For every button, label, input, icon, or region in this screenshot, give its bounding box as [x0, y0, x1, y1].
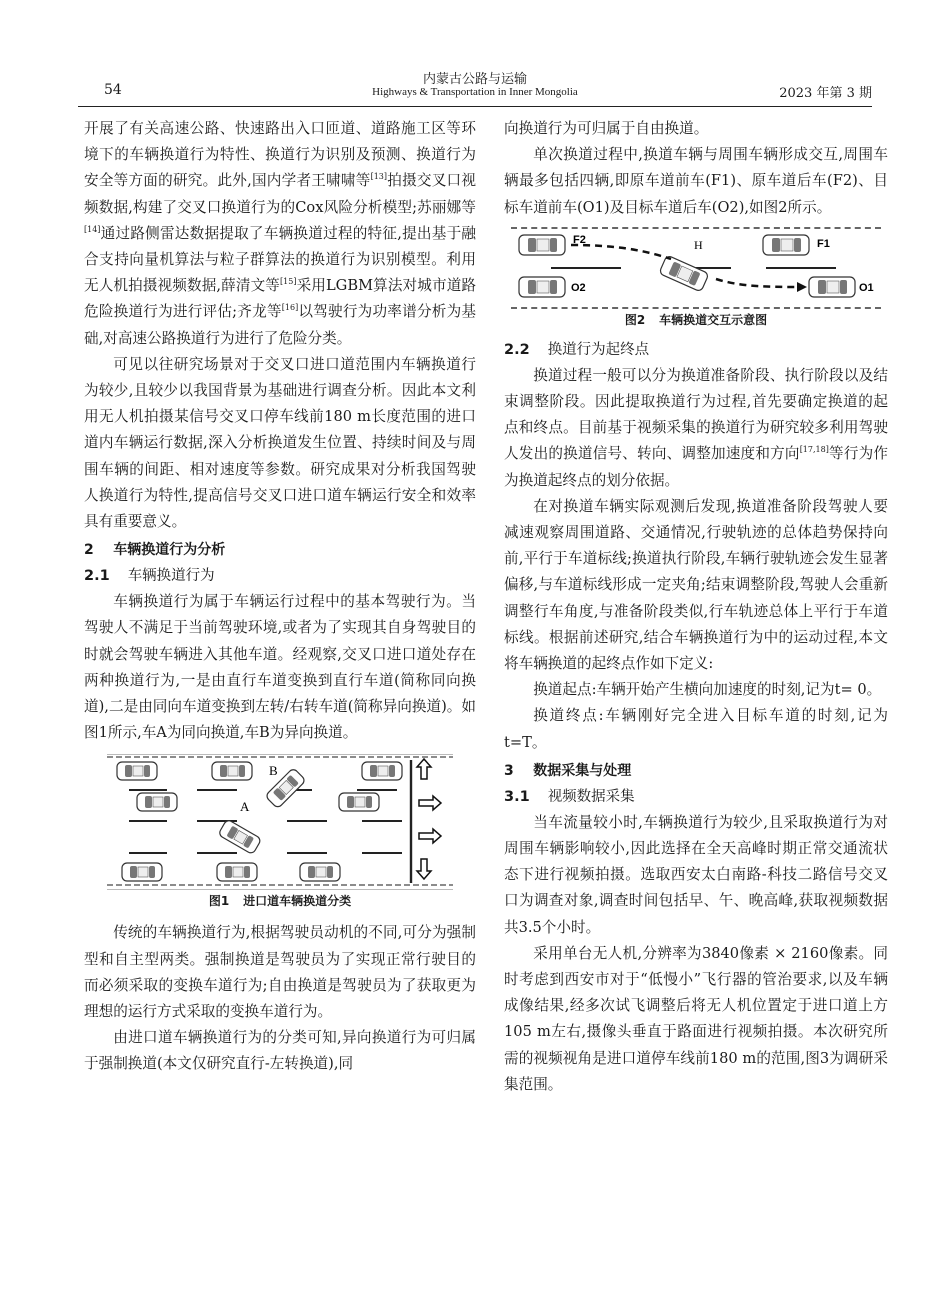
- paragraph: 在对换道车辆实际观测后发现,换道准备阶段驾驶人要减速观察周围道路、交通情况,行驶轨迹的总体趋势保持向前,平行于车道标线;换道执行阶段,车辆行驶轨迹会发生显著偏移,与车道标线形成一定夹角;结束调整阶段,驾驶人会重新调整行车角度,与准备阶段类似,行车轨迹总体上平行于车道标线。根据前述研究,结合车辆换道行为中的运动过程,本文将车辆换道的起终点作如下定义:: [504, 497, 888, 673]
- left-column: [84, 116, 476, 1078]
- paragraph: 车辆换道行为属于车辆运行过程中的基本驾驶行为。当驾驶人不满足于当前驾驶环境,或者为了实现其自身驾驶目的时就会驾驶车辆进入其他车道。经观察,交叉口进口道处存在两种换道行为,一是由直行车道变换到直行车道(简称同向换道),二是由同向车道变换到左转/右转车道(简称异向换道)。如图1所示,车A为同向换道,车B为异向换道。: [84, 593, 476, 742]
- journal-title-cn: 内蒙古公路与运输: [422, 72, 527, 87]
- lane-change-diagram: [107, 755, 453, 889]
- paragraph: 换道终点:车辆刚好完全进入目标车道的时刻,记为t=T。: [504, 707, 888, 751]
- f1-label: F1: [817, 237, 830, 250]
- paragraph: 采用单台无人机,分辨率为3840像素 × 2160像素。同时考虑到西安市对于“低慢小”飞行器的管治要求,以及车辆成像结果,经多次试飞调整后将无人机位置定于进口道上方105 m左右,摄像头垂直于路面进行视频拍摄。本次研究所需的视频视角是进口道停车线前180 m的范围,图3为调研采集范围。: [504, 944, 888, 1093]
- paragraph: 开展了有关高速公路、快速路出入口匝道、道路施工区等环境下的车辆换道行为特性、换道行为识别及预测、换道行为安全等方面的研究。此外,国内学者王啸啸等[13]拍摄交叉口视频数据,构建了交叉口换道行为的Cox风险分析模型;苏丽娜等[14]通过路侧雷达数据提取了车辆换道过程的特征,提出基于融合支持向量机算法与粒子群算法的换道行为识别模型。利用无人机拍摄视频数据,薛清文等[15]采用LGBM算法对城市道路危险换道行为进行评估;齐龙等[16]以驾驶行为功率谱分析为基础,对高速公路换道行为进行了危险分类。: [84, 120, 476, 347]
- paragraph: 换道过程一般可以分为换道准备阶段、执行阶段以及结束调整阶段。因此提取换道行为过程,首先要确定换道的起点和终点。目前基于视频采集的换道行为研究较多利用驾驶人发出的换道信号、转向、调整加速度和方向[17,18]等行为作为换道起终点的划分依据。: [504, 366, 888, 489]
- page-number: 54: [104, 82, 122, 98]
- o1-label: O1: [859, 281, 874, 294]
- paragraph: 换道起点:车辆开始产生横向加速度的时刻,记为t= 0。: [533, 681, 882, 699]
- section-heading: 2 车辆换道行为分析: [84, 542, 226, 559]
- paragraph: 单次换道过程中,换道车辆与周围车辆形成交互,周围车辆最多包括四辆,即原车道前车(F1)、原车道后车(F2)、目标车道前车(O1)及目标车道后车(O2),如图2所示。: [504, 146, 888, 216]
- section-heading: 3 数据采集与处理: [504, 762, 632, 779]
- figure-2-caption: 图2 车辆换道交互示意图: [624, 312, 768, 327]
- paragraph: 由进口道车辆换道行为的分类可知,异向换道行为可归属于强制换道(本文仅研究直行-左转换道),同: [84, 1029, 476, 1073]
- subsection-heading: 3.1 视频数据采集: [504, 788, 635, 805]
- paragraph: 可见以往研究场景对于交叉口进口道范围内车辆换道行为较少,且较少以我国背景为基础进行调查分析。因此本文利用无人机拍摄某信号交叉口停车线前180 m长度范围的进口道内车辆运行数据,深入分析换道发生位置、持续时间及与周围车辆的间距、相对速度等参数。研究成果对分析我国驾驶人换道行为特性,提高信号交叉口进口道车辆运行安全和效率具有重要意义。: [84, 355, 476, 531]
- h-label: H: [694, 237, 703, 252]
- subsection-heading: 2.1 车辆换道行为: [84, 568, 215, 585]
- car-a-label: A: [240, 799, 250, 815]
- subsection-heading: 2.2 换道行为起终点: [504, 341, 650, 358]
- citation[interactable]: [13]: [370, 172, 388, 182]
- journal-title-en: Highways & Transportation in Inner Mongolia: [372, 86, 578, 98]
- figure-1-caption: 图1 进口道车辆换道分类: [208, 894, 352, 909]
- o2-label: O2: [571, 281, 586, 294]
- citation[interactable]: [16]: [281, 303, 299, 313]
- running-header: [78, 62, 872, 106]
- lane-arrows: [417, 759, 441, 879]
- header-rule: [78, 106, 872, 107]
- figure-1: [107, 754, 453, 890]
- interaction-diagram: [511, 229, 881, 307]
- car-b-label: B: [269, 763, 278, 779]
- figure-2: [511, 227, 881, 309]
- f2-label: F2: [573, 233, 586, 246]
- right-column: [504, 116, 888, 1098]
- paragraph: 当车流量较小时,车辆换道行为较少,且采取换道行为对周围车辆影响较小,因此选择在全天高峰时期正常交通流状态下进行视频拍摄。选取西安太白南路-科技二路信号交叉口为调查对象,调查时间包括早、午、晚高峰,获取视频数据共3.5个小时。: [504, 813, 888, 936]
- issue-label: 2023 年第 3 期: [779, 86, 872, 101]
- citation[interactable]: [15]: [280, 277, 297, 287]
- paragraph: 传统的车辆换道行为,根据驾驶员动机的不同,可分为强制型和自主型两类。强制换道是驾驶员为了实现正常行驶目的而必须采取的变换车道行为;自由换道是驾驶员为了获取更为理想的运行方式采取的变换车道行为。: [84, 924, 476, 1021]
- citation[interactable]: [17,18]: [799, 445, 829, 455]
- paragraph: 向换道行为可归属于自由换道。: [504, 120, 709, 137]
- citation[interactable]: [14]: [84, 224, 101, 234]
